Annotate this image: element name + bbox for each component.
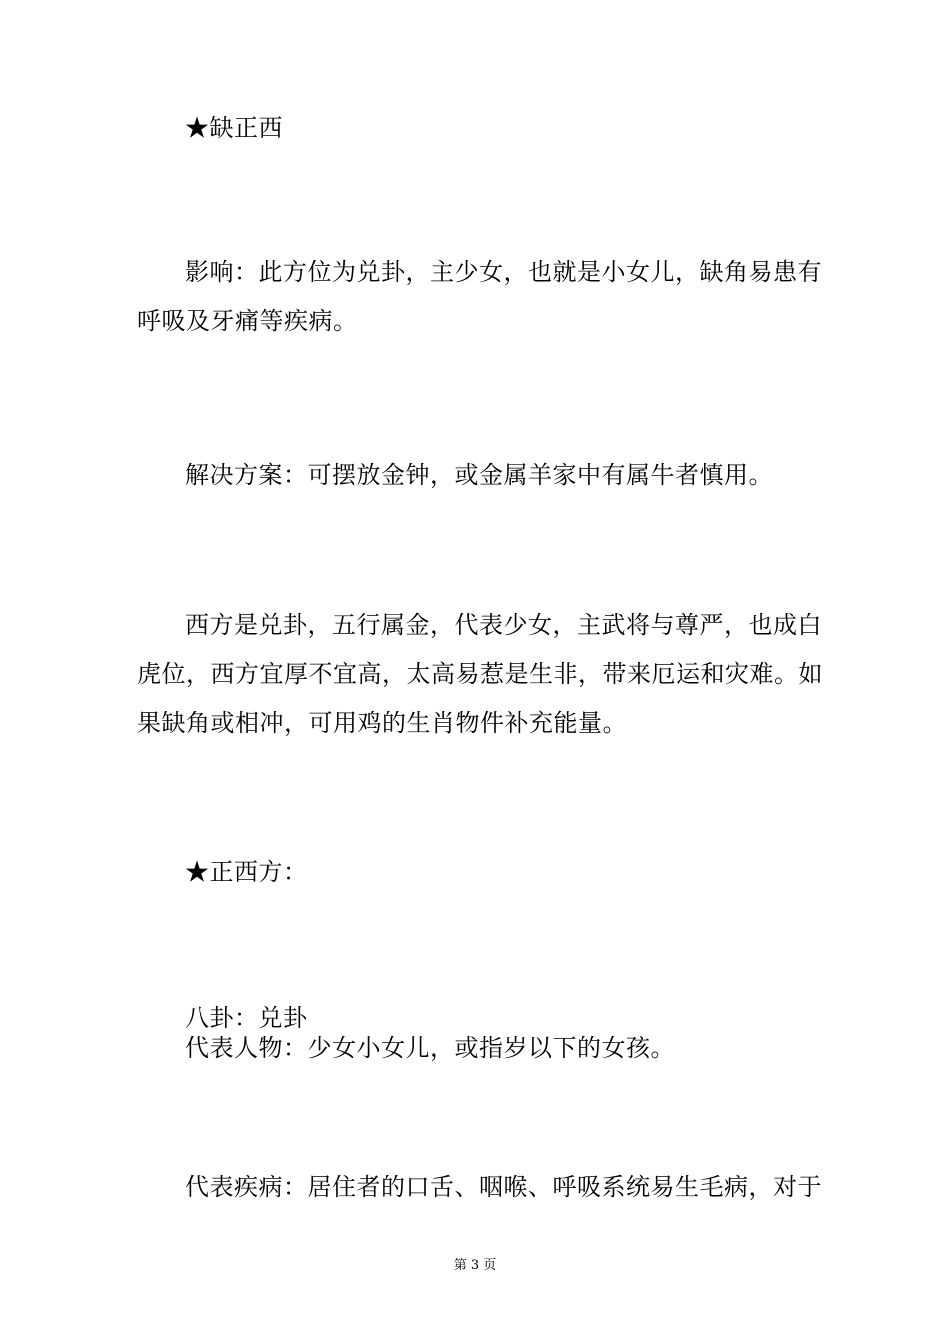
west-description-line-2: 虎位，西方宜厚不宜高，太高易惹是生非，带来厄运和灾难。如: [137, 660, 823, 688]
representative-disease-line: 代表疾病：居住者的口舌、咽喉、呼吸系统易生毛病，对于: [185, 1173, 822, 1201]
west-description-line-3: 果缺角或相冲，可用鸡的生肖物件补充能量。: [137, 709, 627, 737]
west-description-line-1: 西方是兑卦，五行属金，代表少女，主武将与尊严，也成白: [185, 611, 822, 639]
heading-due-west: ★正西方：: [185, 858, 308, 886]
impact-paragraph-line-1: 影响：此方位为兑卦，主少女，也就是小女儿，缺角易患有: [185, 258, 822, 286]
bagua-line: 八卦：兑卦: [185, 1004, 308, 1032]
heading-missing-west: ★缺正西: [185, 114, 283, 142]
impact-paragraph-line-2: 呼吸及牙痛等疾病。: [137, 307, 358, 335]
page-number: 第 3 页: [453, 1258, 497, 1273]
solution-paragraph: 解决方案：可摆放金钟，或金属羊家中有属牛者慎用。: [185, 461, 773, 489]
representative-person-line: 代表人物：少女小女儿，或指岁以下的女孩。: [185, 1034, 675, 1062]
